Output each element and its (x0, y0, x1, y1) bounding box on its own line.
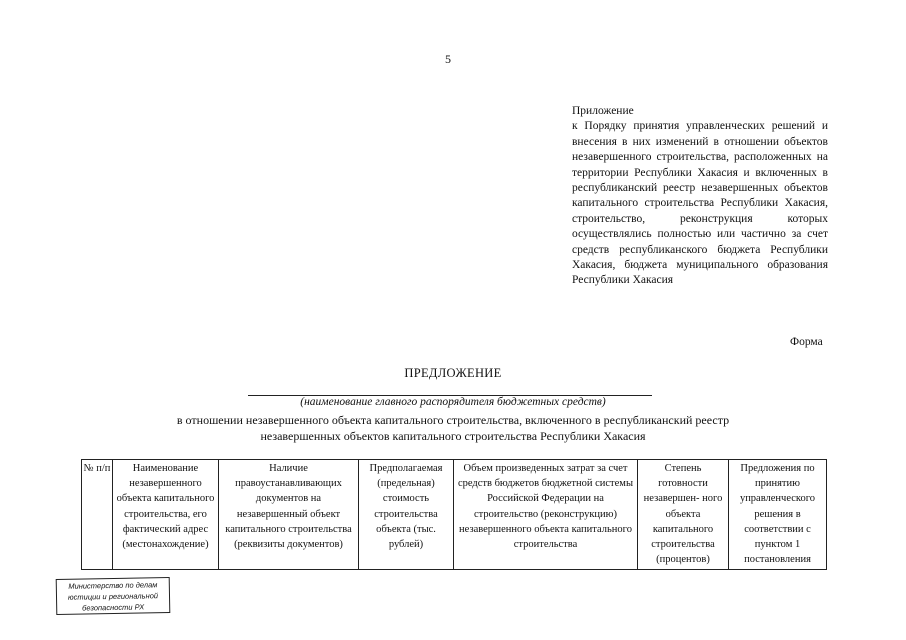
regards-line-1: в отношении незавершенного объекта капитального строительства, включенного в республиканский реестр (176, 413, 730, 427)
page-number: 5 (445, 52, 451, 66)
column-header-estimated-cost: Предполагаемая (предельная) стоимость строительства объекта (тыс. рублей) (359, 460, 454, 570)
column-header-number: № п/п (82, 460, 113, 570)
appendix-block (572, 104, 828, 289)
column-header-documents: Наличие правоустанавливающих документов на незавершенный объект капитального строительства (реквизиты документов) (219, 460, 359, 570)
document-title: ПРЕДЛОЖЕНИЕ (404, 366, 502, 380)
form-label: Форма (790, 336, 823, 348)
stamp-line-1: Министерство по делам (68, 580, 158, 591)
stamp-line-2: юстиции и региональной (67, 591, 159, 602)
proposals-table (81, 459, 827, 570)
stamp-line-3: безопасности РХ (82, 602, 145, 613)
column-header-object-name: Наименование незавершенного объекта капитального строительства, его фактический адрес (местонахождение) (113, 460, 219, 570)
regards-text (0, 412, 906, 444)
registration-stamp (56, 577, 171, 615)
appendix-text: к Порядку принятия управленческих решений и внесения в них изменений в отношении объектов незавершенного строительства, расположенных на территории Республики Хакасия и включенных в республиканский реестр незавершенных объектов капитального строительства Республики Хакасия, строительство, реконструкция которых осуществлялись полностью или частично за счет средств республиканского бюджета Республики Хакасия, бюджета муниципального образования Республики Хакасия (572, 120, 828, 287)
appendix-title: Приложение (572, 105, 634, 117)
regards-line-2: незавершенных объектов капитального строительства Республики Хакасия (260, 429, 646, 443)
column-header-proposals: Предложения по принятию управленческого решения в соответствии с пунктом 1 постановления (729, 460, 827, 570)
table-header-row (82, 460, 827, 570)
name-caption: (наименование главного распорядителя бюджетных средств) (300, 396, 606, 408)
column-header-readiness: Степень готовности незавершен- ного объекта капитального строительства (процентов) (638, 460, 729, 570)
column-header-expenses: Объем произведенных затрат за счет средств бюджетов бюджетной системы Российской Федерации на строительство (реконструкцию) незавершенного объекта капитального строительства (454, 460, 638, 570)
